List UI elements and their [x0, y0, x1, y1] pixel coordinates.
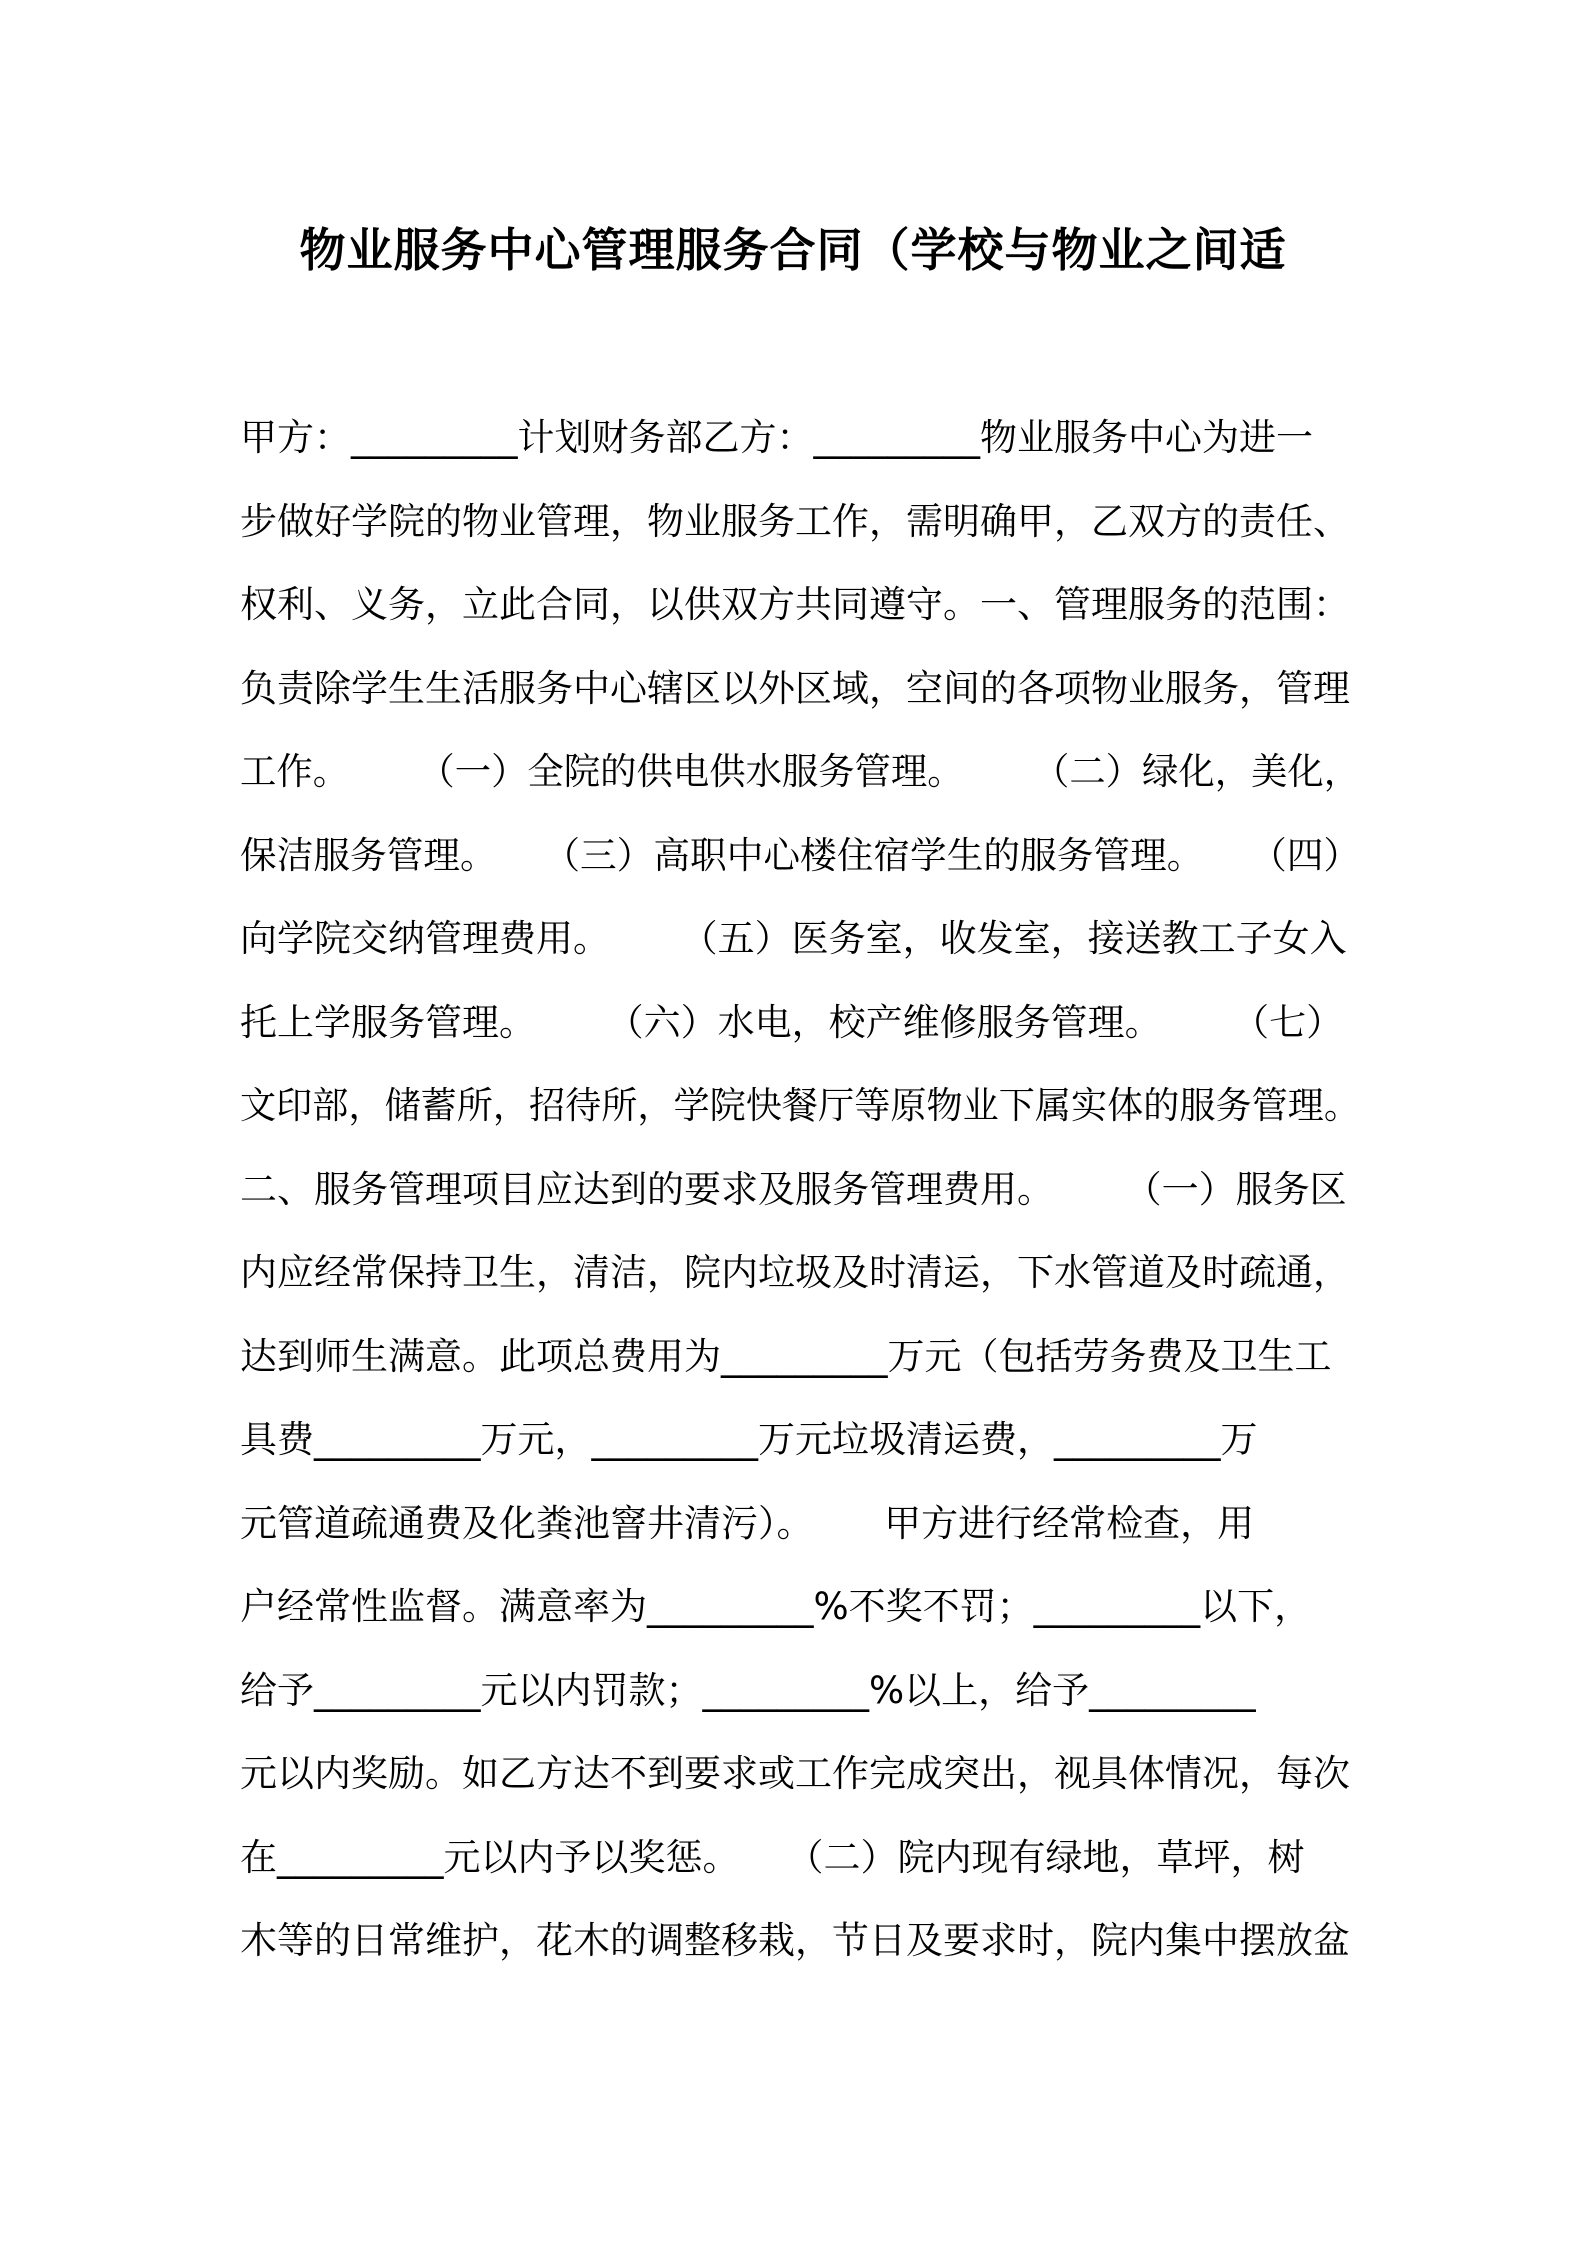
- body-line: 在_________元以内予以奖惩。 （二）院内现有绿地，草坪，树: [240, 1835, 1305, 1879]
- body-line: 给予_________元以内罚款；_________%以上，给予_________: [240, 1668, 1256, 1712]
- body-line: 元以内奖励。如乙方达不到要求或工作完成突出，视具体情况，每次: [240, 1752, 1350, 1795]
- body-line: 内应经常保持卫生，清洁，院内垃圾及时清运，下水管道及时疏通，: [240, 1251, 1350, 1294]
- body-line: 步做好学院的物业管理，物业服务工作，需明确甲，乙双方的责任、: [240, 499, 1350, 543]
- body-line: 权利、义务，立此合同，以供双方共同遵守。一、管理服务的范围：: [240, 583, 1350, 626]
- body-line: 文印部，储蓄所，招待所，学院快餐厅等原物业下属实体的服务管理。: [240, 1084, 1360, 1127]
- body-line: 负责除学生生活服务中心辖区以外区域，空间的各项物业服务，管理: [240, 666, 1350, 710]
- body-line: 托上学服务管理。 （六）水电，校产维修服务管理。 （七）: [240, 1000, 1344, 1044]
- document-title: 物业服务中心管理服务合同（学校与物业之间适: [299, 223, 1287, 277]
- body-line: 工作。 （一）全院的供电供水服务管理。 （二）绿化，美化，: [240, 750, 1361, 793]
- body-line: 具费_________万元，_________万元垃圾清运费，_________万: [240, 1418, 1258, 1461]
- body-line: 户经常性监督。满意率为_________%不奖不罚；_________以下，: [240, 1585, 1312, 1628]
- document-body: [240, 396, 1360, 1983]
- body-line: 向学院交纳管理费用。 （五）医务室，收发室，接送教工子女入: [240, 917, 1347, 960]
- body-line: 保洁服务管理。 （三）高职中心楼住宿学生的服务管理。 （四）: [240, 833, 1361, 877]
- body-line: 元管道疏通费及化粪池窨井清污）。 甲方进行经常检查，用: [240, 1501, 1255, 1545]
- body-line: 达到师生满意。此项总费用为_________万元（包括劳务费及卫生工: [240, 1334, 1332, 1378]
- body-line: 二、服务管理项目应达到的要求及服务管理费用。 （一）服务区: [240, 1167, 1347, 1211]
- body-line: 木等的日常维护，花木的调整移栽，节日及要求时，院内集中摆放盆: [240, 1919, 1350, 1962]
- body-line: 甲方：_________计划财务部乙方：_________物业服务中心为进一: [240, 416, 1313, 459]
